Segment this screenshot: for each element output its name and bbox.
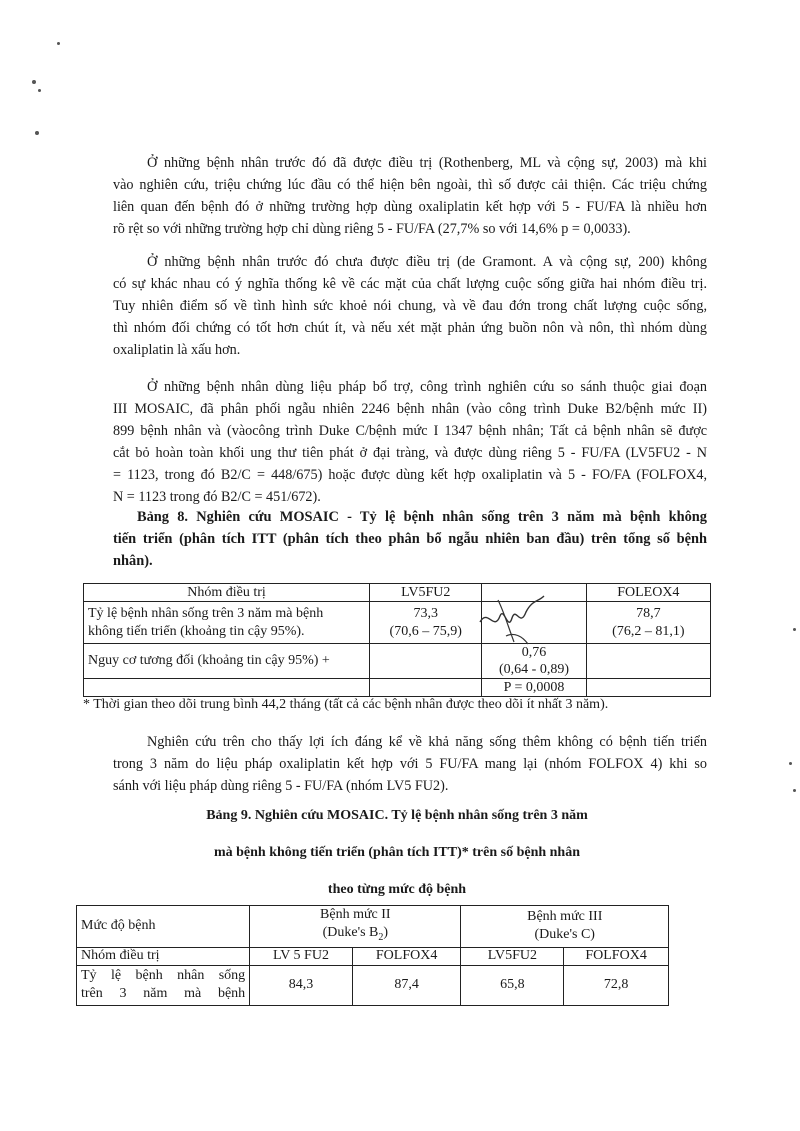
scan-speck — [38, 89, 41, 92]
row-label-line: Tỷ lệ bệnh nhân sống trên 3 năm mà bệnh — [88, 605, 324, 621]
scan-speck — [32, 80, 36, 84]
group-header-line: (Duke's C) — [534, 927, 595, 943]
paragraph-line: = 1123, trong đó B2/C = 448/675) hoặc được dùng kết hợp oxaliplatin và 5 - FO/FA (FOLFOX4, — [113, 467, 707, 483]
paragraph-3 — [113, 376, 707, 508]
duke-b-label: (Duke's B — [322, 925, 379, 940]
empty-cell — [370, 644, 482, 679]
header-cell: Nhóm điều trị — [84, 584, 370, 602]
caption-line: Bảng 9. Nghiên cứu MOSAIC. Tỷ lệ bệnh nhân sống trên 3 năm — [206, 808, 588, 823]
value-text: 78,7 — [636, 605, 661, 621]
table-8-caption — [113, 506, 707, 572]
paragraph-line: sánh với liệu pháp dùng riêng 5 - FU/FA (nhóm LV5 FU2). — [113, 778, 449, 794]
row-label-line: trên 3 năm mà bệnh — [81, 986, 246, 1002]
ci-text: (76,2 – 81,1) — [612, 623, 685, 639]
table-row — [84, 644, 711, 679]
group-header-line: Bệnh mức II — [320, 907, 391, 922]
caption-line: theo từng mức độ bệnh — [327, 882, 467, 897]
table-header-row — [77, 906, 669, 948]
paragraph-line: III MOSAIC, đã phân phối ngẫu nhiên 2246 bệnh nhân (vào công trình Duke B2/bệnh mức II) — [113, 401, 707, 417]
scan-speck — [793, 628, 796, 631]
scan-speck — [789, 762, 792, 765]
table-row — [84, 602, 711, 644]
row-label-cell: Nguy cơ tương đối (khoảng tin cậy 95%) + — [84, 644, 370, 679]
row-label-cell: Nhóm điều trị — [77, 947, 250, 965]
ci-text: (0,64 - 0,89) — [499, 662, 570, 677]
paragraph-line: Ở những bệnh nhân trước đó đã được điều trị (Rothenberg, ML và cộng sự, 2003) mà khi — [147, 155, 707, 171]
row-label-line: không tiến triển (khoảng tin cậy 95%). — [88, 623, 305, 639]
value-cell — [370, 602, 482, 644]
scan-speck — [57, 42, 60, 45]
value-cell: 84,3 — [250, 965, 353, 1005]
paragraph-line: cắt bỏ hoàn toàn khối ung thư tiên phát ở đại tràng, và được dùng riêng 5 - FU/FA (LV5FU2 - N — [113, 445, 707, 461]
table-8-footnote: * Thời gian theo dõi trung bình 44,2 tháng (tất cả các bệnh nhân được theo dõi ít nhất 3 năm). — [83, 697, 609, 712]
paragraph-line: Nghiên cứu trên cho thấy lợi ích đáng kể về khả năng sống thêm không có bệnh tiến triển — [147, 734, 707, 750]
ci-text: (70,6 – 75,9) — [389, 623, 462, 639]
table-9-caption — [83, 805, 711, 901]
group-header-line: Bệnh mức III — [527, 909, 603, 925]
caption-line: mà bệnh không tiến triển (phân tích ITT)* trên số bệnh nhân — [213, 845, 581, 860]
row-label-cell — [77, 965, 250, 1005]
group-header-line — [254, 924, 456, 947]
table-header-row — [84, 584, 711, 602]
paragraph-2 — [113, 251, 707, 361]
empty-cell — [586, 644, 710, 679]
paragraph-line: thì nhóm đối chứng có tốt hơn chút ít, và nếu xét mặt phản ứng buồn nôn và nôn, thì nhóm dùng — [113, 320, 707, 336]
group-header-cell — [250, 906, 461, 948]
paragraph-line: oxaliplatin là xấu hơn. — [113, 342, 241, 358]
row-label-cell — [84, 602, 370, 644]
row-label-line: Tỷ lệ bệnh nhân sống — [81, 968, 246, 984]
value-text: 0,76 — [521, 645, 547, 660]
header-cell: Mức độ bệnh — [77, 906, 250, 948]
header-cell: FOLEOX4 — [586, 584, 710, 602]
paragraph-line: Tuy nhiên điểm số về tình hình sức khoẻ nói chung, và về đau đớn trong chất lượng cuộc sống, — [113, 298, 707, 314]
paragraph-line: Ở những bệnh nhân trước đó chưa được điều trị (de Gramont. A và cộng sự, 200) không — [147, 254, 707, 270]
header-cell: LV5FU2 — [370, 584, 482, 602]
scan-speck — [793, 789, 796, 792]
value-cell: 65,8 — [461, 965, 564, 1005]
p-value-cell: P = 0,0008 — [482, 679, 586, 697]
table-row — [77, 947, 669, 965]
paragraph-line: N = 1123 trong đó B2/C = 451/672). — [113, 489, 321, 505]
cell: LV 5 FU2 — [250, 947, 353, 965]
caption-line: Bảng 8. Nghiên cứu MOSAIC - Tỷ lệ bệnh nhân sống trên 3 năm mà bệnh không — [137, 509, 707, 525]
empty-cell — [370, 679, 482, 697]
value-cell: 72,8 — [564, 965, 669, 1005]
paragraph-line: trong 3 năm do liệu pháp oxaliplatin kết hợp với 5 FU/FA mang lại (nhóm FOLFOX 4) khi so — [113, 756, 707, 772]
paragraph-line: 899 bệnh nhân và (vàocông trình Duke C/bệnh mức I 1347 bệnh nhân; Tất cả bệnh nhân sẽ được — [113, 423, 707, 439]
table-row — [84, 679, 711, 697]
caption-line: tiến triển (phân tích ITT (phân tích theo phân bổ ngẫu nhiên ban đầu) trên tổng số bệnh — [113, 531, 707, 547]
value-text: 73,3 — [413, 605, 438, 621]
paragraph-line: vào nghiên cứu, triệu chứng lúc đầu có thể hiện bên ngoài, thì số được cải thiện. Các triệu chứng — [113, 177, 707, 193]
paragraph-line: rõ rệt so với những trường hợp chỉ dùng riêng 5 - FU/FA (27,7% so với 14,6% p = 0,0033). — [113, 221, 631, 237]
subscript: 2 — [378, 931, 384, 943]
paragraph-line: có sự khác nhau có ý nghĩa thống kê về các mặt của chất lượng cuộc sống giữa hai nhóm điều trị. — [113, 276, 707, 292]
paragraph-line: liên quan đến bệnh đó ở những trường hợp dùng oxaliplatin kết hợp với 5 - FU/FA là nhiều hơn — [113, 199, 707, 215]
signature-scribble — [474, 592, 554, 652]
cell: FOLFOX4 — [564, 947, 669, 965]
paragraph-1 — [113, 152, 707, 240]
group-header-cell — [461, 906, 669, 948]
empty-cell — [84, 679, 370, 697]
table-row — [77, 965, 669, 1005]
cell: LV5FU2 — [461, 947, 564, 965]
cell: FOLFOX4 — [352, 947, 461, 965]
value-cell — [586, 602, 710, 644]
paragraph-4 — [113, 731, 707, 797]
value-cell: 87,4 — [352, 965, 461, 1005]
paren-close: ) — [383, 925, 389, 940]
table-9 — [76, 905, 669, 1006]
table-8 — [83, 583, 711, 697]
paragraph-line: Ở những bệnh nhân dùng liệu pháp bổ trợ, công trình nghiên cứu so sánh thuộc giai đoạn — [147, 379, 707, 395]
empty-cell — [586, 679, 710, 697]
scan-speck — [35, 131, 39, 135]
caption-line: nhân). — [113, 553, 153, 569]
